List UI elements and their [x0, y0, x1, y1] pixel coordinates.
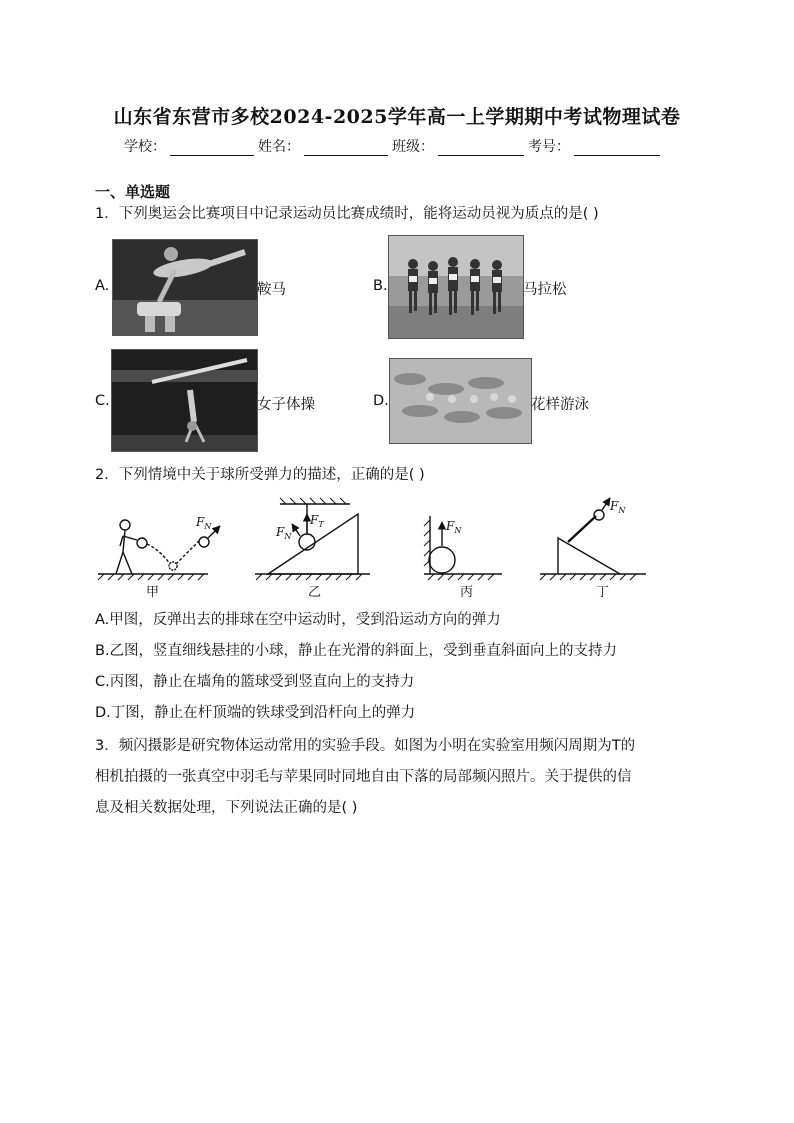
pommel-horse-photo [112, 239, 258, 336]
fig-label-yi: 乙 [308, 585, 322, 600]
school-label: 学校： [124, 139, 166, 155]
class-blank[interactable] [438, 141, 524, 156]
fig-label-jia: 甲 [146, 585, 160, 600]
q2-option-d: D.丁图，静止在杆顶端的铁球受到沿杆向上的弹力 [95, 705, 416, 721]
fn-label-jia: $F_N$ [196, 515, 212, 531]
q1-option-a-text: 鞍马 [257, 282, 286, 298]
fig-label-bing: 丙 [460, 585, 474, 600]
exam-title: 山东省东营市多校2024-2025学年高一上学期期中考试物理试卷 [113, 106, 681, 128]
marathon-photo [388, 235, 524, 339]
number-blank[interactable] [574, 141, 660, 156]
fn-label-ding: $F_N$ [610, 499, 626, 515]
ft-label-yi: $F_T$ [310, 513, 324, 529]
figure-jia [98, 520, 220, 580]
figure-bing [424, 516, 502, 580]
gymnastics-photo [111, 349, 258, 452]
q2-option-b: B.乙图，竖直细线悬挂的小球，静止在光滑的斜面上，受到垂直斜面向上的支持力 [95, 643, 618, 659]
q1-option-c-letter: C. [95, 393, 110, 409]
q1-option-b-text: 马拉松 [523, 282, 567, 298]
q1-option-a-letter: A. [95, 278, 110, 294]
q3-line-2: 相机拍摄的一张真空中羽毛与苹果同时同地自由下落的局部频闪照片。关于提供的信 [95, 769, 632, 785]
q2-stem: 2．下列情境中关于球所受弹力的描述，正确的是( ) [95, 467, 425, 483]
number-label: 考号： [528, 139, 570, 155]
q1-option-b-letter: B. [373, 278, 388, 294]
section-heading: 一、单选题 [95, 183, 171, 201]
q1-option-d-letter: D. [373, 393, 389, 409]
q1-option-d-text: 花样游泳 [531, 397, 589, 413]
q2-figures [90, 496, 660, 606]
name-label: 姓名： [258, 139, 300, 155]
q1-stem: 1．下列奥运会比赛项目中记录运动员比赛成绩时，能将运动员视为质点的是( ) [95, 206, 599, 222]
q3-line-3: 息及相关数据处理，下列说法正确的是( ) [95, 800, 358, 816]
figure-yi [255, 498, 370, 580]
q2-option-a: A.甲图，反弹出去的排球在空中运动时，受到沿运动方向的弹力 [95, 612, 501, 628]
q2-option-c: C.丙图，静止在墙角的篮球受到竖直向上的支持力 [95, 674, 415, 690]
figure-ding [540, 498, 646, 580]
class-label: 班级： [392, 139, 434, 155]
q1-option-c-text: 女子体操 [257, 397, 315, 413]
q3-line-1: 3．频闪摄影是研究物体运动常用的实验手段。如图为小明在实验室用频闪周期为T的 [95, 738, 636, 754]
name-blank[interactable] [304, 141, 388, 156]
fig-label-ding: 丁 [596, 585, 610, 600]
school-blank[interactable] [170, 141, 254, 156]
synchronized-swimming-photo [389, 358, 532, 444]
fn-label-yi: $F_N$ [276, 525, 292, 541]
fn-label-bing: $F_N$ [446, 519, 462, 535]
student-info-line [124, 136, 664, 156]
